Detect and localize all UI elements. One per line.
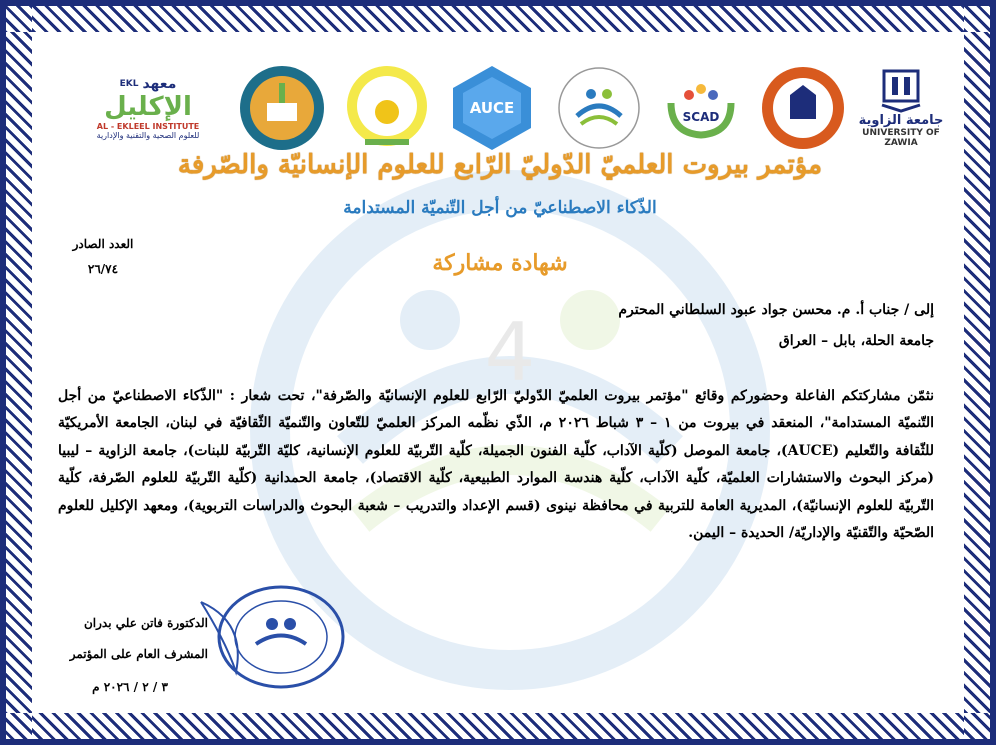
decorative-border-pattern (6, 6, 990, 739)
